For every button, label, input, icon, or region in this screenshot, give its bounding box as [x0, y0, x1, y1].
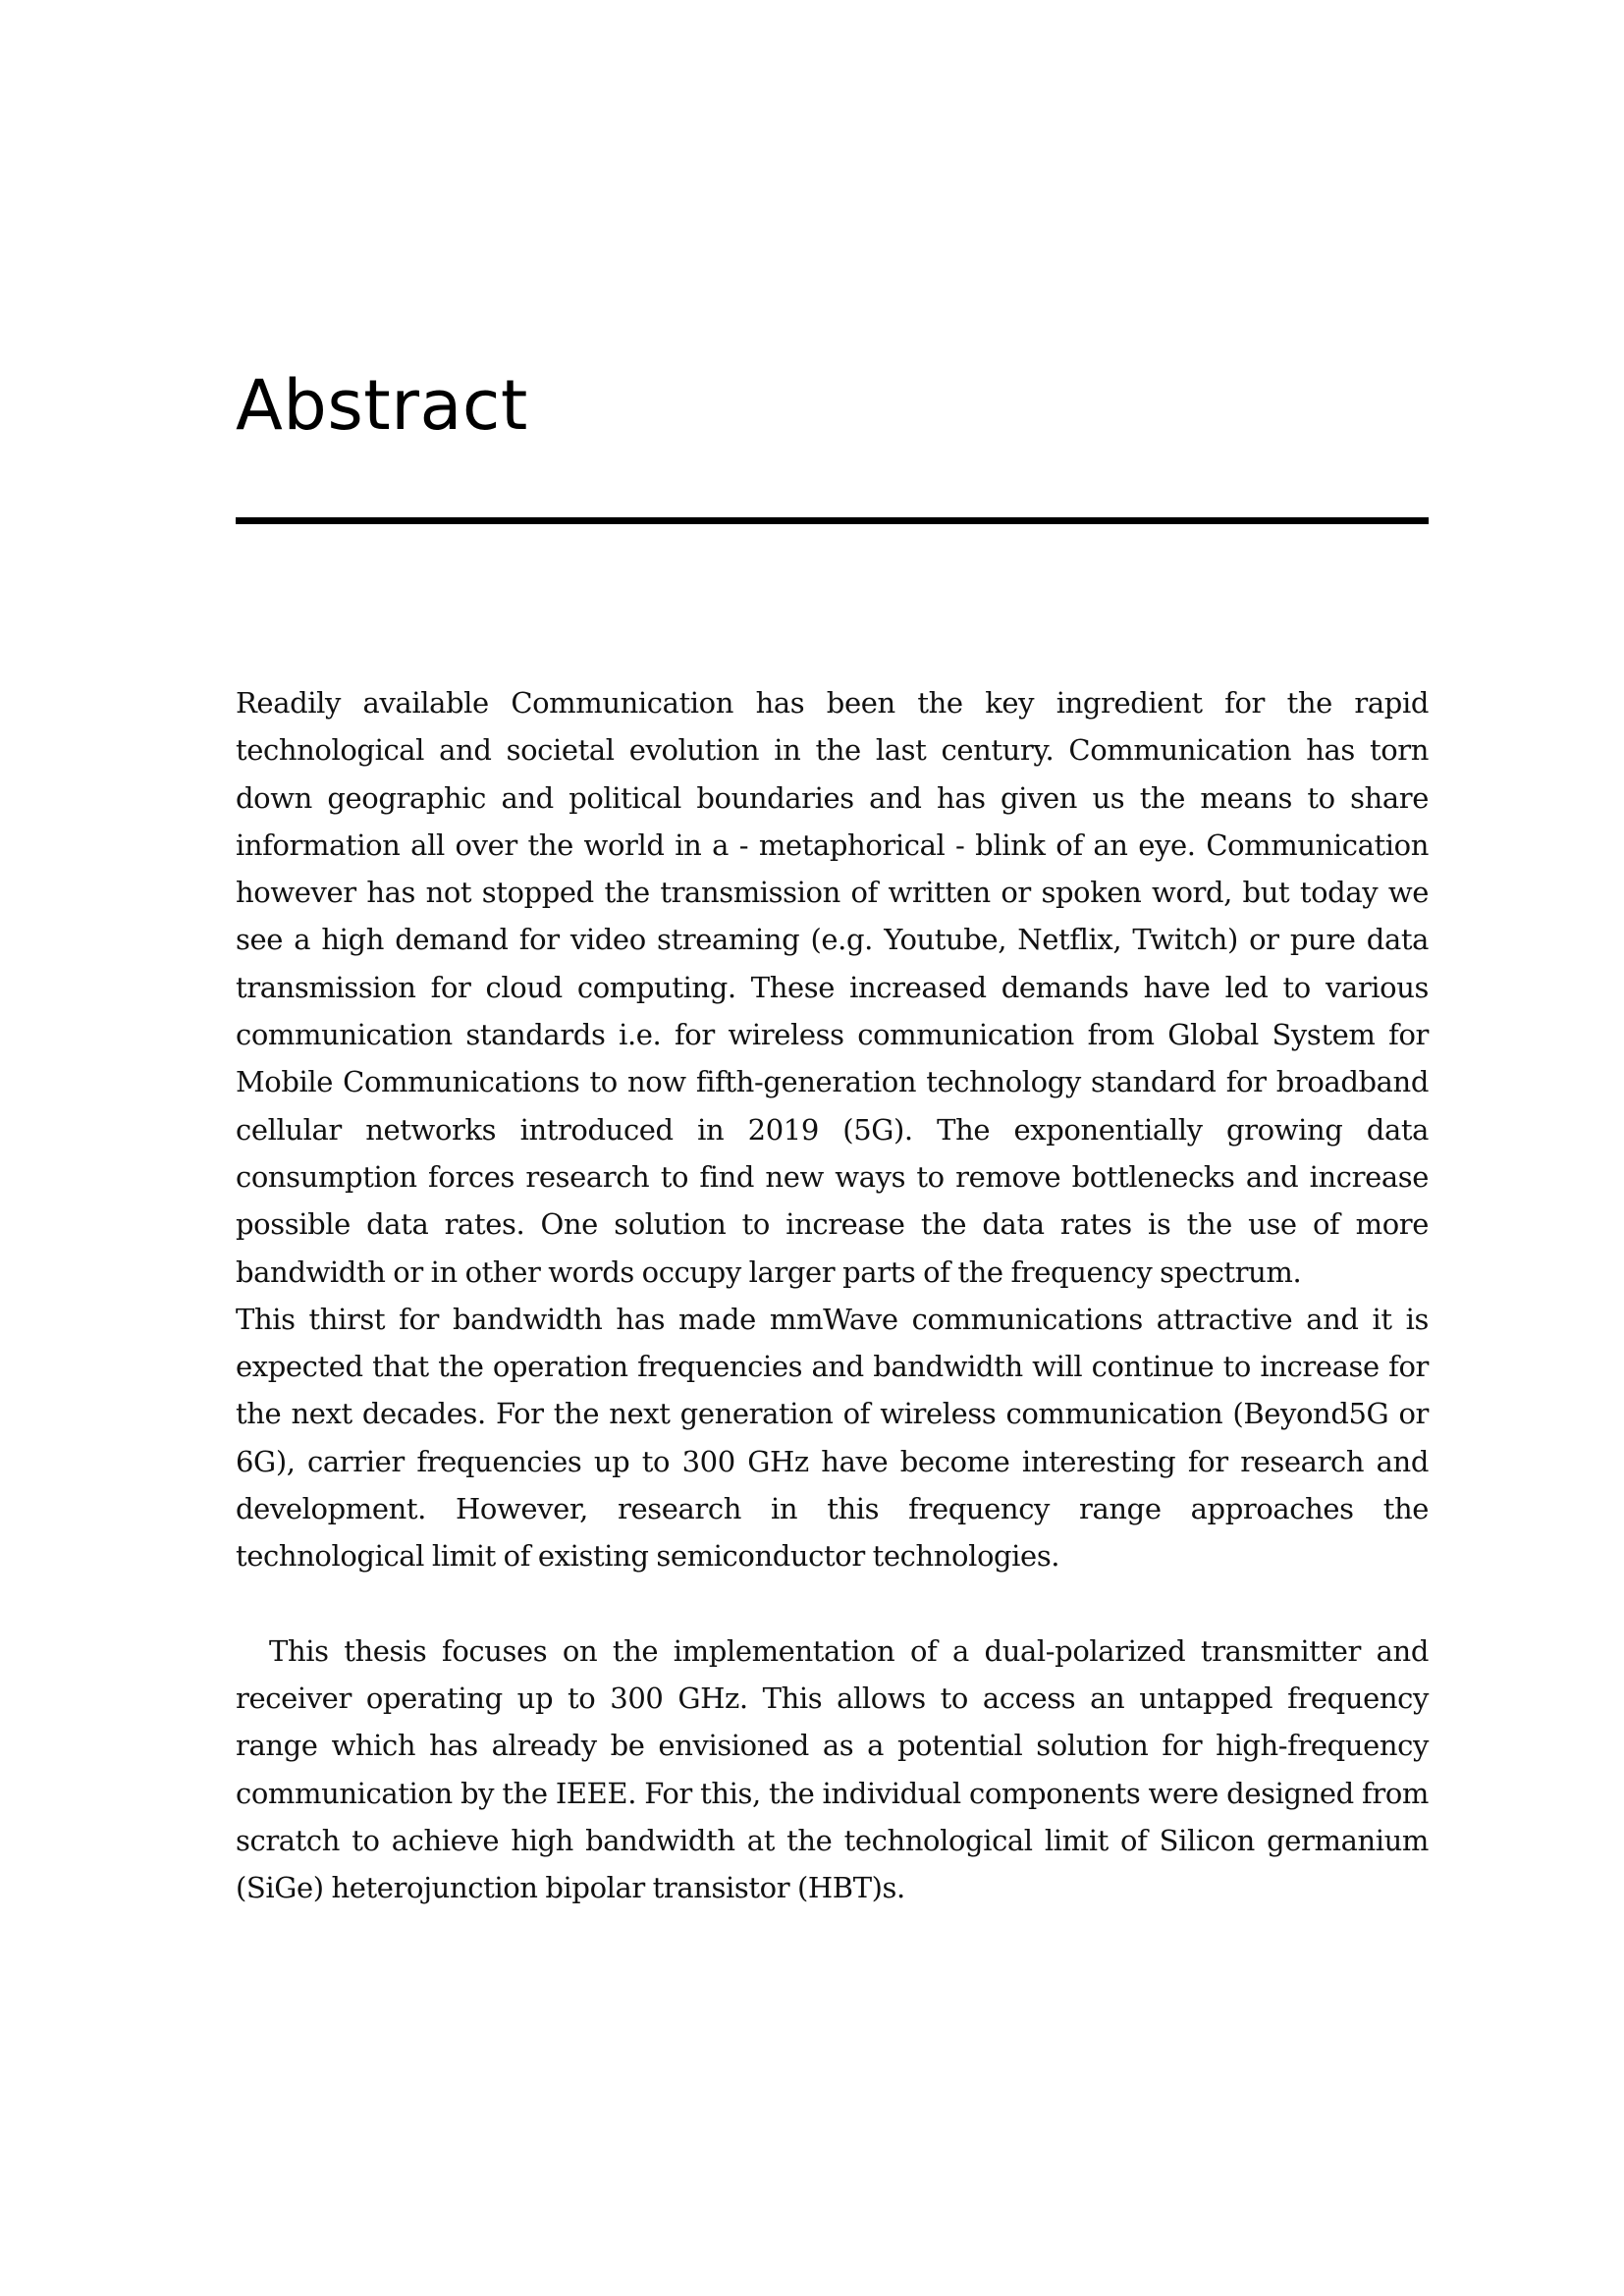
- abstract-paragraph-1: Readily available Communication has been the key ingredient for the rapid technological and societal evolution in the last century. Communication has torn down geographic and political boundaries and has given us the means to share information all over the world in a - metaphorical - blink of an eye. Communication however has not stopped the transmission of written or spoken word, but today we see a high demand for video streaming (e.g. Youtube, Netflix, Twitch) or pure data transmission for cloud computing. These increased demands have led to various communication standards i.e. for wireless communication from Global System for Mobile Communications to now fifth-generation technology standard for broadband cellular networks introduced in 2019 (5G). The exponentially growing data consumption forces research to find new ways to remove bottlenecks and increase possible data rates. One solution to increase the data rates is the use of more bandwidth or in other words occupy larger parts of the frequency spectrum.: [236, 686, 1429, 1289]
- abstract-body: [236, 679, 1429, 1911]
- abstract-paragraph-2: This thirst for bandwidth has made mmWave communications attractive and it is expected that the operation frequencies and bandwidth will continue to increase for the next decades. For the next generation of wireless communication (Beyond5G or 6G), carrier frequencies up to 300 GHz have become interesting for research and development. However, research in this frequency range approaches the technological limit of existing semiconductor technologies.: [236, 1302, 1429, 1574]
- title-rule: [236, 517, 1429, 524]
- abstract-paragraph-3: This thesis focuses on the implementation of a dual-polarized transmitter and receiver operating up to 300 GHz. This allows to access an untapped frequency range which has already be envisioned as a potential solution for high-frequency communication by the IEEE. For this, the individual components were designed from scratch to achieve high bandwidth at the technological limit of Silicon germanium (SiGe) heterojunction bipolar transistor (HBT)s.: [236, 1633, 1429, 1905]
- chapter-title: Abstract: [236, 365, 528, 446]
